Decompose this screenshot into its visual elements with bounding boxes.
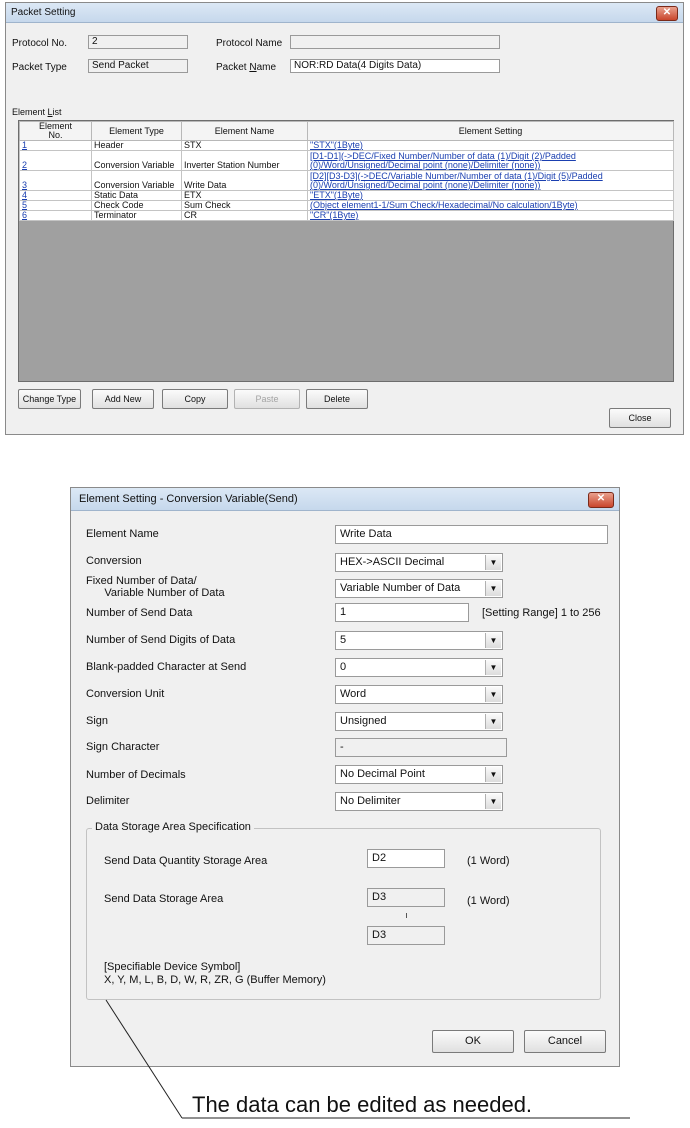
close-icon[interactable]: ✕ (588, 492, 614, 508)
row-element-name: Sum Check (182, 201, 308, 211)
protocol-name-label: Protocol Name (216, 38, 283, 49)
row-element-setting[interactable]: "ETX"(1Byte) (308, 191, 674, 201)
change-type-button[interactable]: Change Type (18, 389, 81, 409)
delimiter-select[interactable]: No Delimiter ▼ (335, 792, 503, 811)
chevron-down-icon[interactable]: ▼ (485, 660, 501, 675)
row-element-type: Conversion Variable (92, 171, 182, 191)
conversion-label: Conversion (86, 555, 142, 567)
row-element-name: STX (182, 141, 308, 151)
protocol-no-field: 2 (88, 35, 188, 49)
row-number[interactable]: 3 (20, 171, 92, 191)
row-element-name: CR (182, 211, 308, 221)
column-header[interactable]: Element Setting (308, 122, 674, 141)
storage-area-end-field: D3 (367, 926, 445, 945)
packet-name-input[interactable]: NOR:RD Data(4 Digits Data) (290, 59, 500, 73)
row-element-type: Check Code (92, 201, 182, 211)
num-send-data-input[interactable]: 1 (335, 603, 469, 622)
cancel-button[interactable]: Cancel (524, 1030, 606, 1053)
conversion-unit-label: Conversion Unit (86, 688, 165, 700)
qty-area-label: Send Data Quantity Storage Area (104, 855, 268, 867)
qty-unit-label: (1 Word) (467, 855, 510, 867)
row-element-name: ETX (182, 191, 308, 201)
num-send-data-label: Number of Send Data (86, 607, 193, 619)
row-element-setting[interactable]: (Object element1-1/Sum Check/Hexadecimal/No calculation/1Byte) (308, 201, 674, 211)
chevron-down-icon[interactable]: ▼ (485, 581, 501, 596)
row-element-type: Static Data (92, 191, 182, 201)
row-element-name: Write Data (182, 171, 308, 191)
num-digits-select[interactable]: 5 ▼ (335, 631, 503, 650)
chevron-down-icon[interactable]: ▼ (485, 794, 501, 809)
sign-char-label: Sign Character (86, 741, 160, 753)
blank-padded-label: Blank-padded Character at Send (86, 661, 247, 673)
window-title: Element Setting - Conversion Variable(Send) (79, 493, 298, 505)
specifiable-device-note: [Specifiable Device Symbol] X, Y, M, L, B, D, W, R, ZR, G (Buffer Memory) (104, 961, 326, 986)
sign-char-field: - (335, 738, 507, 757)
sign-label: Sign (86, 715, 109, 727)
storage-area-label: Send Data Storage Area (104, 893, 224, 905)
window-title: Packet Setting (11, 7, 76, 18)
data-storage-group-title: Data Storage Area Specification (92, 821, 254, 833)
delete-button[interactable]: Delete (306, 389, 368, 409)
paste-button[interactable]: Paste (234, 389, 300, 409)
column-header[interactable]: Element Name (182, 122, 308, 141)
row-element-type: Conversion Variable (92, 151, 182, 171)
row-number[interactable]: 4 (20, 191, 92, 201)
packet-type-field: Send Packet (88, 59, 188, 73)
row-number[interactable]: 6 (20, 211, 92, 221)
delimiter-label: Delimiter (86, 795, 130, 807)
conversion-unit-select[interactable]: Word ▼ (335, 685, 503, 704)
close-button[interactable]: Close (609, 408, 671, 428)
column-header[interactable]: Element Type (92, 122, 182, 141)
row-element-type: Header (92, 141, 182, 151)
callout-text: The data can be edited as needed. (192, 1092, 533, 1117)
storage-area-start-field: D3 (367, 888, 445, 907)
element-name-input[interactable]: Write Data (335, 525, 608, 544)
ok-button[interactable]: OK (432, 1030, 514, 1053)
setting-range-label: [Setting Range] 1 to 256 (482, 607, 601, 619)
row-element-setting[interactable]: [D1-D1](->DEC/Fixed Number/Number of data (1)/Digit (2)/Padded (0)/Word/Unsigned/Decimal point (none)/Delimiter (none)) (308, 151, 674, 171)
sign-select[interactable]: Unsigned ▼ (335, 712, 503, 731)
chevron-down-icon[interactable]: ▼ (485, 555, 501, 570)
row-element-type: Terminator (92, 211, 182, 221)
num-digits-label: Number of Send Digits of Data (86, 634, 236, 646)
row-element-setting[interactable]: [D2][D3-D3](->DEC/Variable Number/Number of data (1)/Digit (5)/Padded (0)/Word/Unsigned/Decimal point (none)/Delimiter (none)) (308, 171, 674, 191)
packet-name-label: Packet Name (216, 62, 277, 73)
num-decimals-select[interactable]: No Decimal Point ▼ (335, 765, 503, 784)
row-number[interactable]: 2 (20, 151, 92, 171)
storage-unit-label: (1 Word) (467, 895, 510, 907)
chevron-down-icon[interactable]: ▼ (485, 633, 501, 648)
num-decimals-label: Number of Decimals (86, 769, 186, 781)
row-number[interactable]: 1 (20, 141, 92, 151)
chevron-down-icon[interactable]: ▼ (485, 767, 501, 782)
fixed-number-label: Fixed Number of Data/ Variable Number of Data (86, 575, 225, 599)
row-number[interactable]: 5 (20, 201, 92, 211)
close-icon[interactable]: ✕ (656, 6, 678, 21)
qty-area-input[interactable]: D2 (367, 849, 445, 868)
row-element-setting[interactable]: "CR"(1Byte) (308, 211, 674, 221)
conversion-select[interactable]: HEX->ASCII Decimal ▼ (335, 553, 503, 572)
element-list-label: Element List (12, 107, 62, 117)
chevron-down-icon[interactable]: ▼ (485, 687, 501, 702)
protocol-no-label: Protocol No. (12, 38, 68, 49)
copy-button[interactable]: Copy (162, 389, 228, 409)
blank-padded-select[interactable]: 0 ▼ (335, 658, 503, 677)
packet-type-label: Packet Type (12, 62, 67, 73)
column-header[interactable]: Element No. (20, 122, 92, 141)
fixed-number-select[interactable]: Variable Number of Data ▼ (335, 579, 503, 598)
row-element-setting[interactable]: "STX"(1Byte) (308, 141, 674, 151)
row-element-name: Inverter Station Number (182, 151, 308, 171)
add-new-button[interactable]: Add New (92, 389, 154, 409)
chevron-down-icon[interactable]: ▼ (485, 714, 501, 729)
element-name-label: Element Name (86, 528, 159, 540)
